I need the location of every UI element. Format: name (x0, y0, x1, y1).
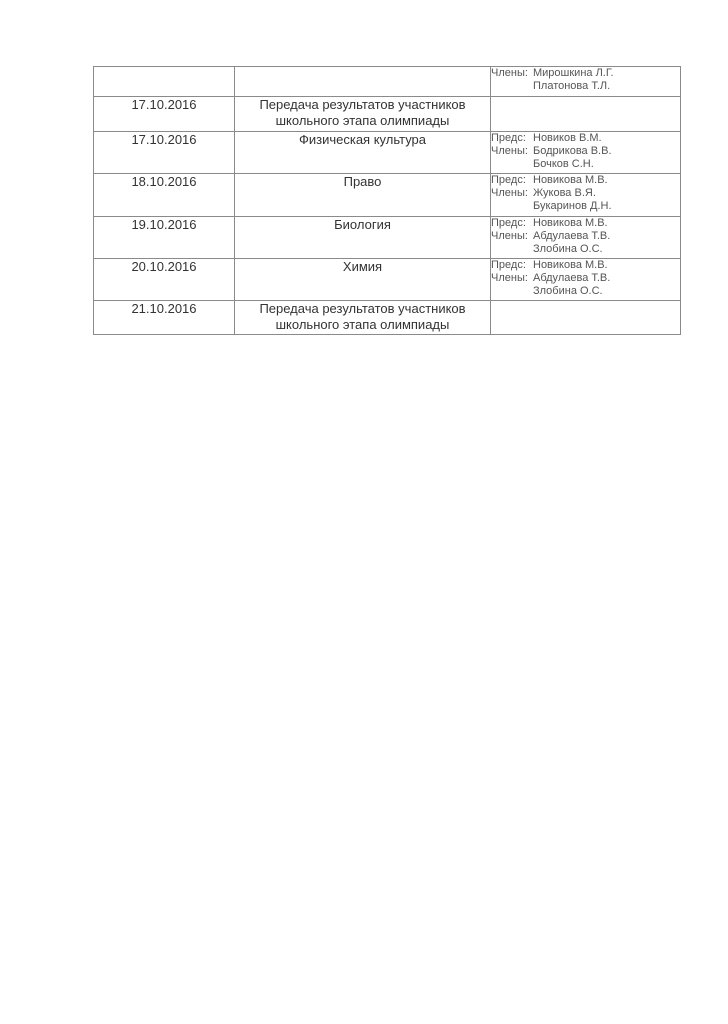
schedule-row (94, 67, 681, 97)
event-cell (235, 301, 491, 335)
date-cell: 18.10.2016 (94, 174, 235, 217)
event-text-line: школьного этапа олимпиады (275, 113, 450, 128)
event-text-line: школьного этапа олимпиады (275, 317, 450, 332)
committee-role-label: Члены: (491, 230, 528, 242)
committee-member (491, 158, 680, 171)
event-text-line: Химия (342, 259, 383, 274)
date-cell: 21.10.2016 (94, 301, 235, 335)
committee-member (491, 67, 680, 80)
committee-member (491, 132, 680, 145)
committee-member (491, 230, 680, 243)
committee-member (491, 243, 680, 256)
event-text-line: Физическая культура (298, 132, 427, 147)
event-text-line: Передача результатов участников (259, 97, 466, 112)
event-cell (235, 97, 491, 132)
committee-role-label: Члены: (491, 145, 528, 157)
event-text-line: Право (343, 174, 382, 189)
event-cell (235, 217, 491, 259)
committee-role-label: Члены: (491, 67, 528, 79)
committee-member-name: Абдулаева Т.В. (533, 230, 611, 242)
schedule-row (94, 217, 681, 259)
schedule-row (94, 301, 681, 335)
committee-member-name: Бодрикова В.В. (533, 145, 612, 157)
committee-role-label: Предс: (491, 174, 526, 186)
committee-cell (491, 217, 681, 259)
committee-role-label: Предс: (491, 132, 526, 144)
committee-cell (491, 259, 681, 301)
date-cell: 17.10.2016 (94, 132, 235, 174)
committee-member-name: Новиков В.М. (533, 132, 602, 144)
schedule-row (94, 174, 681, 217)
committee-member (491, 272, 680, 285)
date-cell: 17.10.2016 (94, 97, 235, 132)
committee-cell (491, 174, 681, 217)
schedule-row (94, 97, 681, 132)
committee-member (491, 200, 680, 213)
committee-role-label: Предс: (491, 259, 526, 271)
committee-member (491, 80, 680, 93)
schedule-row (94, 132, 681, 174)
event-text-line: Биология (334, 217, 391, 232)
committee-member-name: Новикова М.В. (533, 217, 608, 229)
committee-member (491, 217, 680, 230)
committee-member (491, 187, 680, 200)
committee-member (491, 145, 680, 158)
committee-member (491, 259, 680, 272)
event-text-line: Передача результатов участников (259, 301, 466, 316)
committee-member-name: Букаринов Д.Н. (533, 200, 612, 212)
event-cell (235, 259, 491, 301)
committee-cell (491, 97, 681, 132)
date-cell: 19.10.2016 (94, 217, 235, 259)
olympiad-schedule-table (93, 66, 681, 335)
schedule-row (94, 259, 681, 301)
committee-cell (491, 132, 681, 174)
committee-member-name: Злобина О.С. (533, 285, 603, 297)
committee-member-name: Новикова М.В. (533, 174, 608, 186)
committee-member (491, 285, 680, 298)
committee-member-name: Бочков С.Н. (533, 158, 594, 170)
committee-role-label: Предс: (491, 217, 526, 229)
committee-member-name: Абдулаева Т.В. (533, 272, 611, 284)
committee-member-name: Жукова В.Я. (533, 187, 596, 199)
date-cell (94, 67, 235, 97)
committee-role-label: Члены: (491, 272, 528, 284)
committee-member-name: Злобина О.С. (533, 243, 603, 255)
event-cell (235, 132, 491, 174)
event-cell (235, 67, 491, 97)
committee-cell (491, 67, 681, 97)
committee-role-label: Члены: (491, 187, 528, 199)
event-cell (235, 174, 491, 217)
committee-member-name: Платонова Т.Л. (533, 80, 611, 92)
date-cell: 20.10.2016 (94, 259, 235, 301)
committee-member-name: Мирошкина Л.Г. (533, 67, 614, 79)
committee-cell (491, 301, 681, 335)
committee-member-name: Новикова М.В. (533, 259, 608, 271)
schedule-table-body (94, 67, 681, 335)
committee-member (491, 174, 680, 187)
